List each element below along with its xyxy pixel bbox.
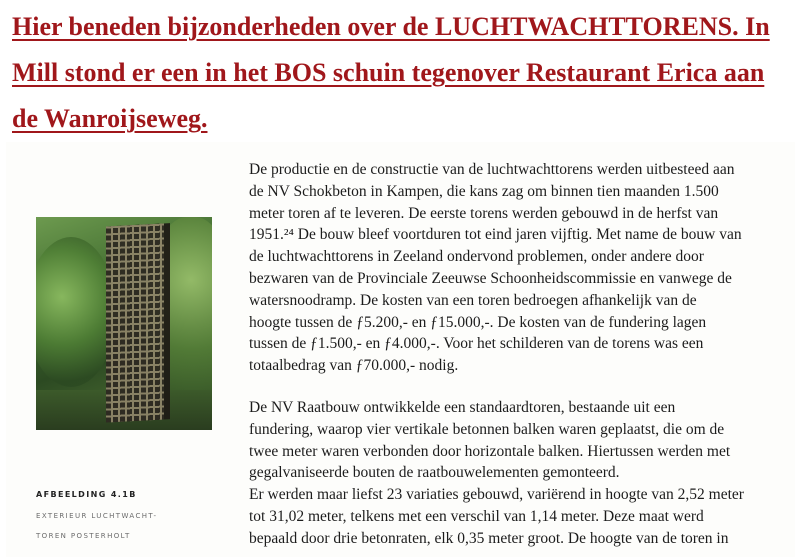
figure-caption-line: TOREN POSTERHOLT [36,532,131,540]
text-line: fundering, waarop vier vertikale betonnen balken waren geplaatst, die om de [249,420,725,438]
lookout-tower [106,223,164,422]
text-line: de NV Schokbeton in Kampen, die kans zag om binnen tien maanden 1.500 [249,182,719,200]
paragraph-gap [249,377,781,397]
text-line: Er werden maar liefst 23 variaties gebouwd, variërend in hoogte van 2,52 meter [249,486,744,504]
paragraph-2 [249,397,781,550]
body-text [249,159,781,550]
text-line: tot 31,02 meter, telkens met een verschil van 1,14 meter. Deze maat werd [249,507,704,525]
text-line: gegalvaniseerde bouten de raatbouwelementen gemonteerd. [249,464,620,482]
text-line: twee meter waren verbonden door horizontale balken. Hiertussen werden met [249,442,731,460]
text-line: tussen de ƒ1.500,- en ƒ4.000,-. Voor het schilderen van de torens was een [249,335,704,353]
scanned-page [6,142,795,557]
page-heading[interactable]: Hier beneden bijzonderheden over de LUCHTWACHTTORENS. In Mill stond er een in het BOS schuin tegenover Restaurant Erica aan de Wanroijseweg. [12,12,770,133]
tower-photo [36,217,212,430]
text-line: hoogte tussen de ƒ5.200,- en ƒ15.000,-. De kosten van de fundering lagen [249,313,707,331]
paragraph-1 [249,159,781,377]
text-line: watersnoodramp. De kosten van een toren bedroegen afhankelijk van de [249,291,697,309]
text-line: bezwaren van de Provinciale Zeeuwse Schoonheidscommissie en vanwege de [249,269,732,287]
text-line: De NV Raatbouw ontwikkelde een standaardtoren, bestaande uit een [249,398,676,416]
figure-label: AFBEELDING 4.1B [36,490,137,499]
figure-caption-line: EXTERIEUR LUCHTWACHT- [36,512,158,520]
text-line: meter toren af te leveren. De eerste torens werden gebouwd in de herfst van [249,204,719,222]
text-line: totaalbedrag van ƒ70.000,- nodig. [249,357,459,375]
text-line: 1951.²⁴ De bouw bleef voortduren tot eind jaren vijftig. Met name de bouw van [249,226,742,244]
text-line: de luchtwachttorens in Zeeland ondervond problemen, onder andere door [249,248,704,266]
text-line: De productie en de constructie van de luchtwachttorens werden uitbesteed aan [249,161,735,178]
text-line: bepaald door drie betonraten, elk 0,35 meter groot. De hoogte van de toren in [249,529,729,547]
foliage-left [36,237,116,387]
